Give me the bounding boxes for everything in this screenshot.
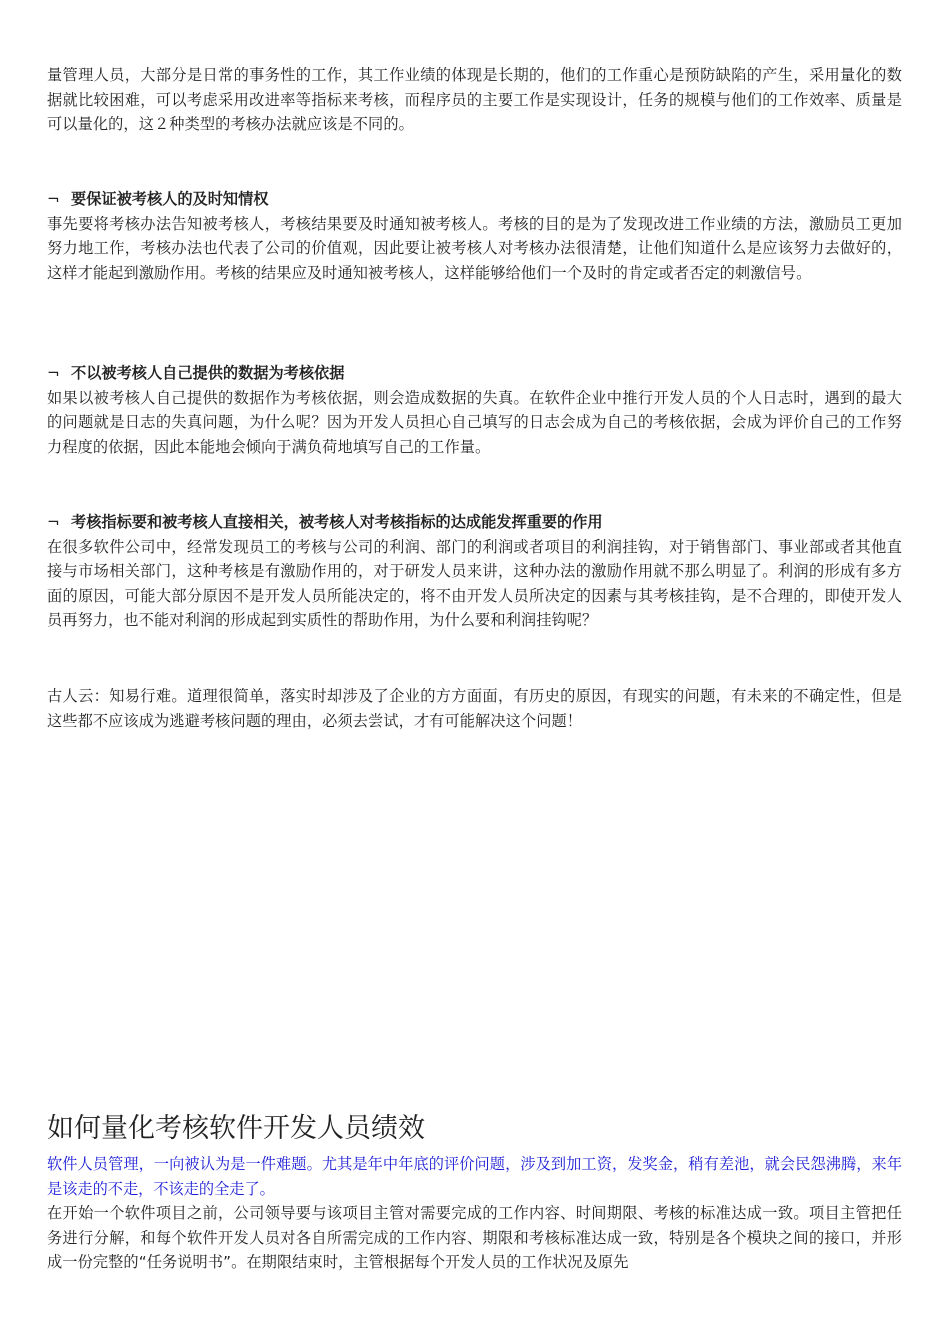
intro-paragraph: 量管理人员，大部分是日常的事务性的工作，其工作业绩的体现是长期的，他们的工作重心是预防缺陷的产生，采用量化的数据就比较困难，可以考虑采用改进率等指标来考核，而程序员的主要工作是实现设计，任务的规模与他们的工作效率、质量是可以量化的，这２种类型的考核办法就应该是不同的。	[47, 66, 902, 134]
bullet-heading-text: 不以被考核人自己提供的数据为考核依据	[71, 364, 345, 382]
bullet-section-2	[47, 361, 902, 459]
section-body: 在开始一个软件项目之前，公司领导要与该项目主管对需要完成的工作内容、时间期限、考核的标准达成一致。项目主管把任务进行分解，和每个软件开发人员对各自所需完成的工作内容、期限和考核标准达成一致，特别是各个模块之间的接口，并形成一份完整的“任务说明书”。在期限结束时，主管根据每个开发人员的工作状况及原先	[47, 1204, 902, 1272]
section-title: 如何量化考核软件开发人员绩效	[47, 1113, 425, 1144]
bullet-section-1	[47, 187, 902, 285]
bullet-heading	[47, 361, 902, 386]
bullet-body: 如果以被考核人自己提供的数据作为考核依据，则会造成数据的失真。在软件企业中推行开发人员的个人日志时，遇到的最大的问题就是日志的失真问题，为什么呢？因为开发人员担心自己填写的日志会成为自己的考核依据，会成为评价自己的工作努力程度的依据，因此本能地会倾向于满负荷地填写自己的工作量。	[47, 388, 902, 456]
section-block	[47, 1112, 902, 1275]
bullet-mark: ¬	[47, 190, 60, 208]
section-lead: 软件人员管理，一向被认为是一件难题。尤其是年中年底的评价问题，涉及到加工资，发奖金，稍有差池，就会民怨沸腾，来年是该走的不走，不该走的全走了。	[47, 1155, 902, 1198]
bullet-heading-text: 考核指标要和被考核人直接相关，被考核人对考核指标的达成能发挥重要的作用	[71, 513, 603, 531]
bullet-heading	[47, 510, 902, 535]
closing-paragraph: 古人云：知易行难。道理很简单，落实时却涉及了企业的方方面面，有历史的原因，有现实的问题，有未来的不确定性，但是这些都不应该成为逃避考核问题的理由，必须去尝试，才有可能解决这个问题！	[47, 687, 902, 730]
bullet-heading	[47, 187, 902, 212]
bullet-body: 事先要将考核办法告知被考核人，考核结果要及时通知被考核人。考核的目的是为了发现改进工作业绩的方法，激励员工更加努力地工作，考核办法也代表了公司的价值观，因此要让被考核人对考核办法很清楚，让他们知道什么是应该努力去做好的，这样才能起到激励作用。考核的结果应及时通知被考核人，这样能够给他们一个及时的肯定或者否定的刺激信号。	[47, 214, 902, 282]
bullet-section-3	[47, 510, 902, 633]
bullet-mark: ¬	[47, 364, 60, 382]
bullet-body: 在很多软件公司中，经常发现员工的考核与公司的利润、部门的利润或者项目的利润挂钩，对于销售部门、事业部或者其他直接与市场相关部门，这种考核是有激励作用的，对于研发人员来讲，这种办法的激励作用就不那么明显了。利润的形成有多方面的原因，可能大部分原因不是开发人员所能决定的，将不由开发人员所决定的因素与其考核挂钩，是不合理的，即使开发人员再努力，也不能对利润的形成起到实质性的帮助作用，为什么要和利润挂钩呢？	[47, 537, 902, 630]
bullet-mark: ¬	[47, 513, 60, 531]
bullet-heading-text: 要保证被考核人的及时知情权	[71, 190, 269, 208]
